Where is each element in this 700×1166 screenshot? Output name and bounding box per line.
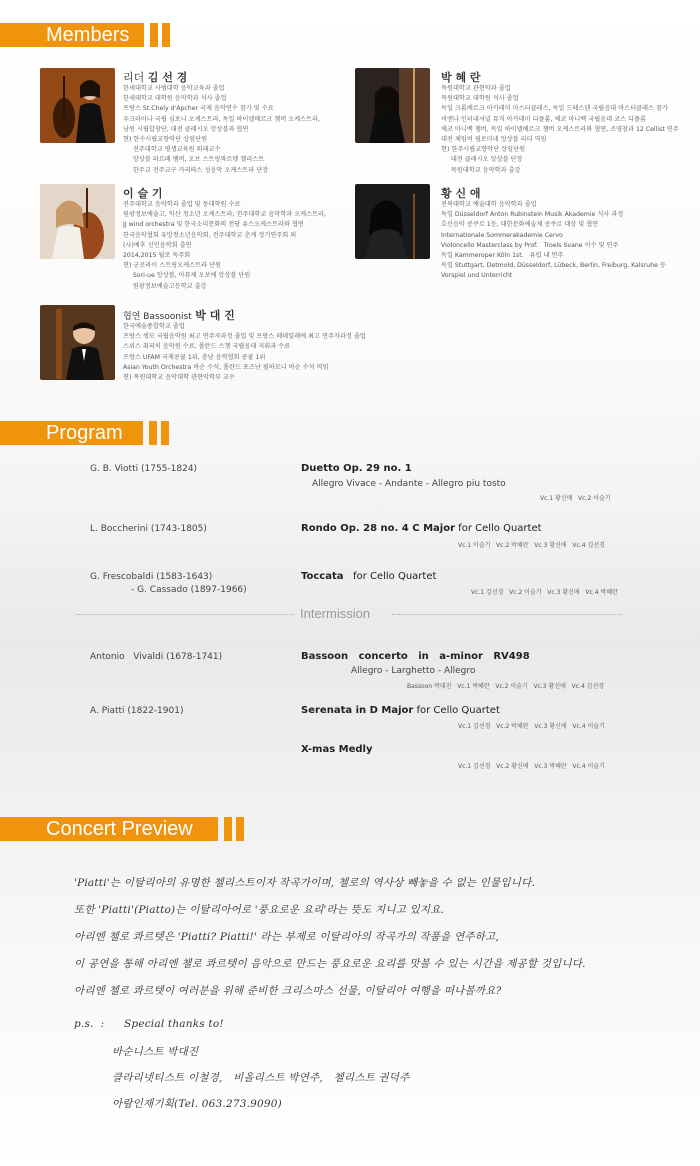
piece-title-rest: for Cello Quartet: [343, 571, 437, 582]
preview-header: [0, 817, 244, 841]
bio-line: 호산음악 콩쿠르 1등, 대한문화예술제 콩쿠르 대상 및 협연: [441, 221, 599, 229]
bio-line: 원광정보예술고, 익산 청소년 오케스트라, 전주대학교 음악학과 오케스트라,: [123, 211, 326, 219]
bio-line: (사)예후 신인음악회 출연: [123, 241, 192, 249]
bio-line: 프랑스 St.Chely d'Apcher 국제 음악연수 참가 및 수료: [123, 105, 274, 113]
bio-line: 원광정보예술고등학교 출강: [123, 282, 207, 290]
performers: Vc.1 김선경 Vc.2 박혜란 Vc.3 황신애 Vc.4 이슬기: [458, 723, 605, 730]
preview-line: 'Piatti'는 이탈리아의 유명한 첼리스트이자 작곡가이며, 첼로의 역사상 빼놓을 수 없는 인물입니다.: [74, 877, 535, 889]
member-photo: [40, 184, 115, 259]
preview-line: 이 공연을 통해 아리엔 첼로 콰르텟이 음악으로 만드는 풍요로운 요리를 맛볼 수 있는 시간을 제공할 것입니다.: [74, 958, 586, 970]
movements: Allegro - Larghetto - Allegro: [351, 666, 476, 676]
bio-line: Asian Youth Orchestra 바순 수석, 폴란드 포즈난 필하모니 바순 수석 역임: [123, 363, 329, 371]
ps-intro: Special thanks to!: [124, 1018, 224, 1030]
bio-line: 대전 체임버 필로미네 앙상블 리더 역임: [441, 136, 547, 144]
preview-line: 아리엔 첼로 콰르텟은 'Piatti? Piatti!' 라는 부제로 이탈리아의 작곡가의 작품을 연주하고,: [74, 931, 499, 943]
member-role: 협연 Bassoonist: [123, 312, 192, 322]
header-accent-square: [224, 817, 232, 841]
bio-line: 전주대학교 평생교육원 외래교수: [123, 146, 221, 154]
bio-line: 현) 군로라이 스트링오케스트라 단원: [123, 262, 221, 270]
preview-line: 또한 'Piatti'(Piatto)는 이탈리아어로 '풍요로운 요리'라는 뜻도 지니고 있지요.: [74, 904, 445, 916]
header-accent-square: [236, 817, 244, 841]
bio-line: 한국예술종합학교 졸업: [123, 323, 185, 330]
preview-line: 아리엔 첼로 콰르텟이 여러분을 위해 준비한 크리스마스 선물, 이탈리아 여행을 떠나볼까요?: [74, 985, 502, 997]
bio-line: 독일 Stuttgart, Detmold, Düsseldorf, Lübeck, Berlin, Freiburg, Kalsruhe 등: [441, 262, 666, 270]
member-photo: [355, 184, 430, 259]
members-title: Members: [0, 23, 144, 47]
bio-line: 스위스 취리히 음악원 수료, 폴란드 스쳉 국립음대 지휘과 수료: [123, 343, 291, 351]
preview-title: Concert Preview: [0, 817, 218, 841]
composer-arranger: - G. Cassado (1897-1966): [131, 585, 247, 595]
bio-line: 목원대학교 대학원 석사 졸업: [441, 95, 519, 103]
piece-title-bold: Bassoon concerto in a-minor RV498: [301, 651, 530, 662]
bio-line: 독일 Kammeroper Köln 1st. 유럽 내 연주: [441, 252, 564, 260]
thanks-line: 바순니스트 박대진: [112, 1046, 199, 1058]
ps-label: p.s. :: [74, 1018, 105, 1030]
member-name-text: 김 선 경: [147, 71, 188, 84]
performers: Vc.1 김선경 Vc.2 황신애 Vc.3 박혜란 Vc.4 이슬기: [458, 763, 605, 770]
member-bio: [123, 322, 366, 383]
piece-title: [301, 523, 542, 534]
bio-line: 남원 시립합창단, 대전 클래시오 앙상블과 협연: [123, 125, 249, 133]
piece-title: [301, 651, 530, 662]
member-name: [123, 185, 163, 201]
bio-line: 프랑스 셍모 국립음악원 최고 연주자과정 졸업 및 프랑스 레데일레에 최고 연주자과정 졸업: [123, 333, 366, 341]
member-bio: [123, 200, 326, 292]
bio-line: 전주대학교 음악학과 졸업 및 동대학원 수료: [123, 201, 241, 208]
member-name-text: 황 신 애: [441, 187, 481, 200]
member-name-text: 이 슬 기: [123, 187, 163, 200]
performers: Vc.1 김선경 Vc.2 이슬기 Vc.3 황신애 Vc.4 박혜란: [471, 589, 618, 596]
piece-title-bold: Toccata: [301, 571, 344, 582]
member-name: [441, 69, 481, 85]
composer: Antonio Vivaldi (1678-1741): [90, 652, 223, 662]
movements: Allegro Vivace - Andante - Allegro piu tosto: [312, 479, 506, 489]
member-bio: [441, 84, 679, 176]
performers: Vc.1 황신애 Vc.2 이슬기: [540, 495, 611, 502]
piece-title-rest: for Cello Quartet: [413, 705, 500, 716]
thanks-line: 클라리넷티스트 이철경, 비올리스트 박연주, 첼리스트 권덕주: [112, 1072, 410, 1084]
piece-title: [301, 571, 436, 582]
member-role: 리더: [123, 71, 145, 84]
piece-title-rest: for Cello Quartet: [455, 523, 542, 534]
member-photo: [40, 305, 115, 380]
intermission-divider-left: [76, 614, 294, 615]
member-name-text: 박 대 진: [195, 309, 235, 322]
performers: Bassoon 박대진 Vc.1 박혜란 Vc.2 이슬기 Vc.3 황신애 Vc.4 김선경: [407, 683, 605, 690]
piece-title-bold: X-mas Medly: [301, 744, 373, 755]
bio-line: 앙상블 파르페 멤버, 오브 스트링콰르텟 첼리스트: [123, 156, 265, 164]
bio-line: 한국음악협회 유망청소년음악회, 전주대학교 춘계 정기연주회 외: [123, 231, 297, 239]
program-header: [0, 421, 169, 445]
header-accent-square: [150, 23, 158, 47]
bio-line: 전북대학교 예술대학 음악학과 졸업: [441, 201, 537, 208]
bio-line: 목원대학교 관현악과 졸업: [441, 85, 511, 92]
composer: A. Piatti (1822-1901): [90, 706, 184, 716]
member-name: [441, 185, 481, 201]
performers: Vc.1 이슬기 Vc.2 박혜란 Vc.3 황신애 Vc.4 김선경: [458, 542, 605, 549]
bio-line: 독일 Düsseldorf Anton Rubinstein Musik Akademie 석사 과정: [441, 211, 624, 219]
piece-title: [301, 463, 412, 474]
program-title: Program: [0, 421, 143, 445]
bio-line: 현) 한수시립교향악단 상임단원: [123, 136, 208, 144]
bio-line: Internationale Sommerakademie Cervo: [441, 231, 563, 239]
bio-line: 목원대학교 음악학과 출강: [441, 166, 521, 174]
bio-line: 현) 목원대학교 음악대학 관현악학부 교수: [123, 374, 235, 382]
member-name: [123, 69, 187, 85]
header-accent-square: [162, 23, 170, 47]
bio-line: 현) 한주시립교향악단 상임단원: [441, 146, 526, 154]
piece-title-bold: Serenata in D Major: [301, 705, 414, 716]
bio-line: JJ wind orchestra 및 한국소리문화의 전당 유스오케스트라와 협연: [123, 221, 304, 229]
header-accent-square: [161, 421, 169, 445]
bio-line: Vorspiel und Unterricht: [441, 272, 513, 280]
piece-title-bold: Rondo Op. 28 no. 4 C Major: [301, 523, 455, 534]
bio-line: 한세대학교 대학원 음악학과 석사 졸업: [123, 95, 227, 103]
piece-title-bold: Duetto Op. 29 no. 1: [301, 463, 412, 474]
composer: G. B. Viotti (1755-1824): [90, 464, 198, 474]
header-accent-square: [149, 421, 157, 445]
intermission-divider-right: [392, 614, 622, 615]
piece-title: [301, 705, 500, 716]
intermission-label: Intermission: [300, 606, 371, 621]
piece-title: [301, 744, 372, 755]
bio-line: Sori-ue 앙상블, 아뮤제 오보에 앙상블 단원: [123, 272, 251, 280]
member-photo: [40, 68, 115, 143]
member-photo: [355, 68, 430, 143]
bio-line: 우크라이나 국립 심포니 오케스트라, 독일 하이델베르크 챔버 오케스트라,: [123, 115, 321, 123]
bio-line: 독일 크롬베르크 아카데미 마스터클래스, 독일 드레스덴 국립음대 마스터클래스 참가: [441, 105, 668, 113]
bio-line: 체코 마니백 챔버, 독일 하이델베르크 챔버 오케스트라와 협연, 조영창과 12 Cellist 연주: [441, 125, 679, 133]
bio-line: 한주교 전주교구 카리따스 성음악 오케스트라 단장: [123, 166, 269, 174]
member-name: [123, 307, 235, 323]
bio-line: 비엔나 인터내셔널 뮤직 아카데미 디플롬, 체코 마니백 국립음대 코스 디플롬: [441, 115, 646, 123]
member-name-text: 박 혜 란: [441, 71, 481, 84]
bio-line: 2014,2015 월로 독주회: [123, 252, 191, 260]
bio-line: 프랑스 UFAM 국제콩쿨 1위, 충남 음악협회 콩쿨 1위: [123, 353, 266, 361]
bio-line: 한세대학교 사범대학 음악교육과 졸업: [123, 85, 225, 92]
thanks-line: 아람인재기획(Tel. 063.273.9090): [112, 1098, 282, 1110]
composer: L. Boccherini (1743-1805): [90, 524, 207, 534]
bio-line: Violoncello Masterclass by Prof. Troels Svane 이수 및 연주: [441, 241, 619, 249]
bio-line: 대전 클래시오 앙상블 단장: [441, 156, 523, 164]
members-header: [0, 23, 170, 47]
member-bio: [441, 200, 666, 282]
composer: G. Frescobaldi (1583-1643): [90, 572, 213, 582]
member-bio: [123, 84, 320, 176]
